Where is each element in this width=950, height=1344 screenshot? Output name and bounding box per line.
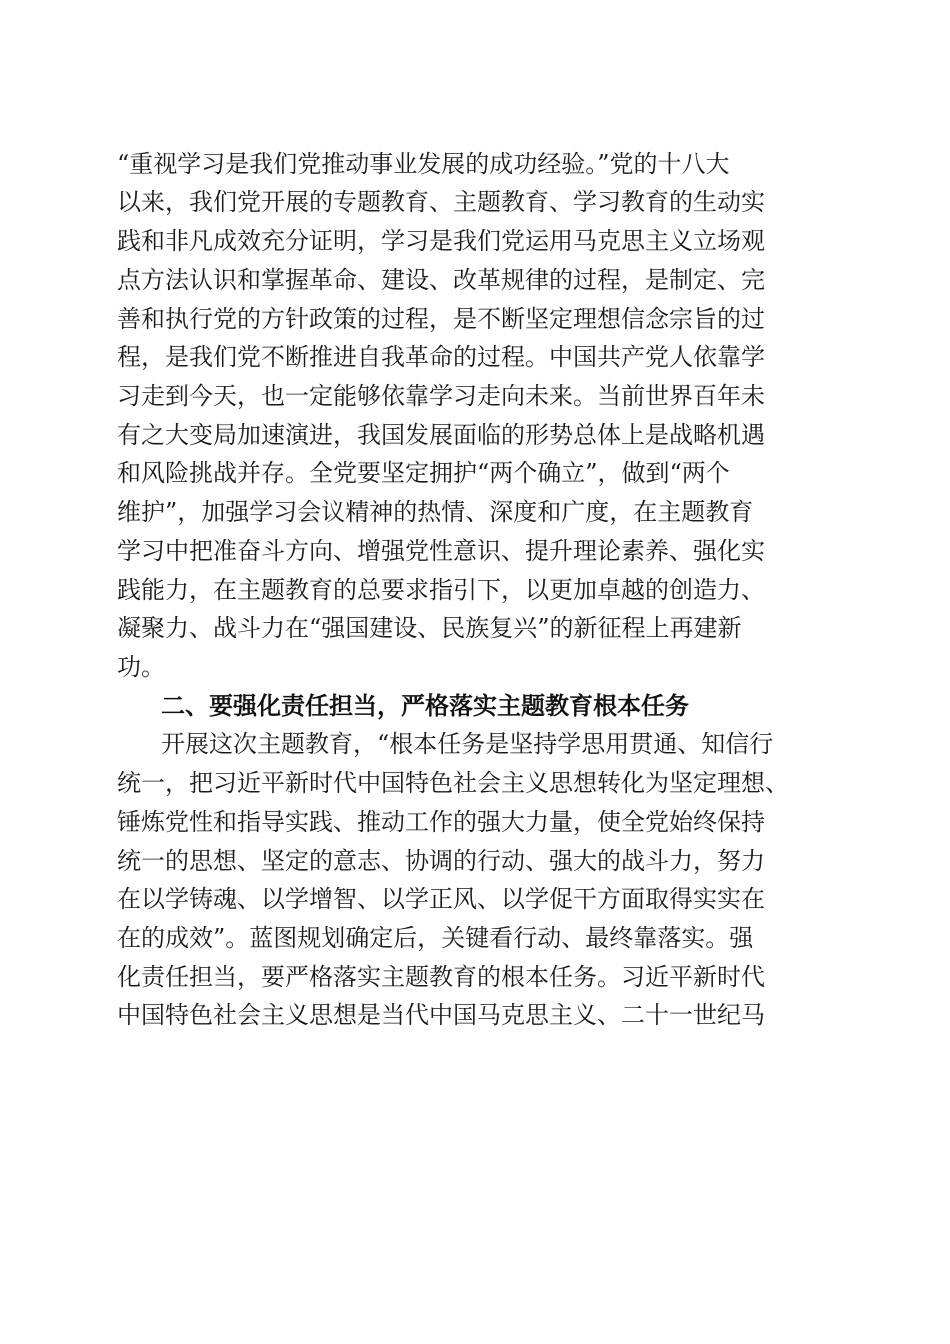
body-text-line: 学习中把准奋斗方向、增强党性意识、提升理论素养、强化实	[117, 537, 765, 565]
body-text-line: 维护”，加强学习会议精神的热情、深度和广度，在主题教育	[117, 498, 754, 526]
body-text-line: 凝聚力、战斗力在“强国建设、民族复兴”的新征程上再建新	[117, 614, 742, 642]
body-text-line: 善和执行党的方针政策的过程，是不断坚定理想信念宗旨的过	[117, 305, 765, 333]
body-text-line: 锤炼党性和指导实践、推动工作的强大力量，使全党始终保持	[117, 808, 765, 836]
body-text-line: 习走到今天，也一定能够依靠学习走向未来。当前世界百年未	[117, 382, 765, 410]
body-text-line: 化责任担当，要严格落实主题教育的根本任务。习近平新时代	[117, 963, 765, 991]
section-heading: 二、要强化责任担当，严格落实主题教育根本任务	[161, 692, 689, 720]
body-text-line: 有之大变局加速演进，我国发展面临的形势总体上是战略机遇	[117, 421, 765, 449]
body-text-line: 开展这次主题教育，“根本任务是坚持学思用贯通、知信行	[161, 730, 774, 758]
body-text-line: “重视学习是我们党推动事业发展的成功经验。”党的十八大	[117, 150, 730, 178]
body-text-line: 在以学铸魂、以学增智、以学正风、以学促干方面取得实实在	[117, 885, 765, 913]
body-text-line: 和风险挑战并存。全党要坚定拥护“两个确立”，做到“两个	[117, 459, 730, 487]
body-text-line: 以来，我们党开展的专题教育、主题教育、学习教育的生动实	[117, 188, 765, 216]
body-text-line: 在的成效”。蓝图规划确定后，关键看行动、最终靠落实。强	[117, 924, 754, 952]
body-text-line: 践能力，在主题教育的总要求指引下，以更加卓越的创造力、	[117, 576, 765, 604]
body-text-line: 功。	[117, 653, 165, 681]
body-text-line: 统一，把习近平新时代中国特色社会主义思想转化为坚定理想、	[117, 769, 789, 797]
body-text-line: 统一的思想、坚定的意志、协调的行动、强大的战斗力，努力	[117, 847, 765, 875]
body-text-line: 践和非凡成效充分证明，学习是我们党运用马克思主义立场观	[117, 227, 765, 255]
body-text-line: 程，是我们党不断推进自我革命的过程。中国共产党人依靠学	[117, 343, 765, 371]
body-text-line: 中国特色社会主义思想是当代中国马克思主义、二十一世纪马	[117, 1001, 765, 1029]
body-text-line: 点方法认识和掌握革命、建设、改革规律的过程，是制定、完	[117, 266, 765, 294]
